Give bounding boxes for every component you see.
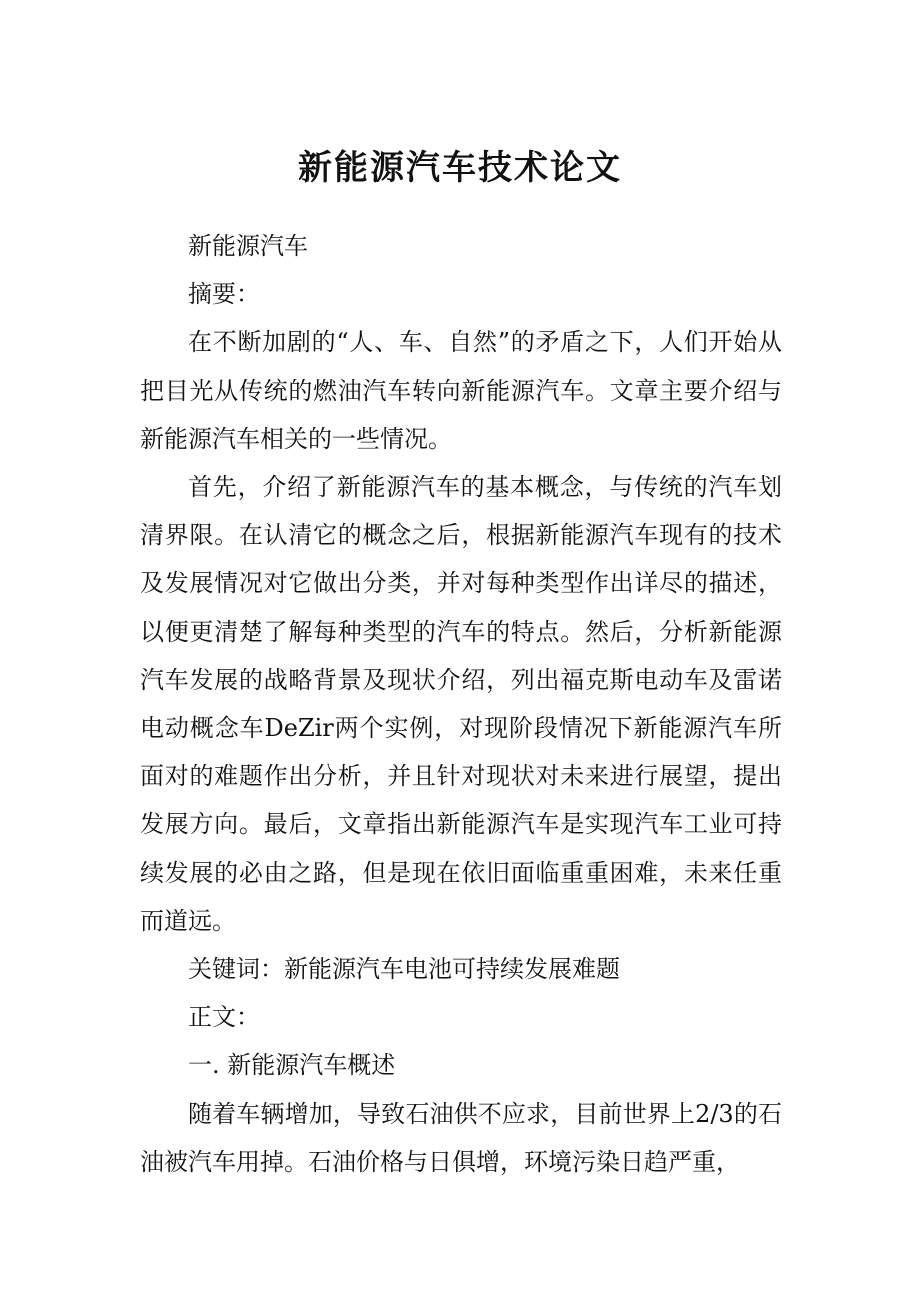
body-heading: 正文：: [188, 1003, 260, 1032]
document-body: [140, 222, 782, 1186]
body-paragraph: 随着车辆增加，导致石油供不应求，目前世界上2/3的石油被汽车用掉。石油价格与日俱增，环境污染日趋严重，: [140, 1099, 782, 1176]
document-title: 新能源汽车技术论文: [298, 148, 622, 188]
subtitle-paragraph: 新能源汽车: [188, 232, 308, 260]
keywords-paragraph: 关键词：新能源汽车电池可持续发展难题: [188, 955, 620, 984]
abstract-paragraph-2: 首先，介绍了新能源汽车的基本概念，与传统的汽车划清界限。在认清它的概念之后，根据新能源汽车现有的技术及发展情况对它做出分类，并对每种类型作出详尽的描述，以便更清楚了解每种类型的汽车的特点。然后，分析新能源汽车发展的战略背景及现状介绍，列出福克斯电动车及雷诺电动概念车DeZir两个实例，对现阶段情况下新能源汽车所面对的难题作出分析，并且针对现状对未来进行展望，提出发展方向。最后，文章指出新能源汽车是实现汽车工业可持续发展的必由之路，但是现在依旧面临重重困难，未来任重而道远。: [140, 473, 782, 935]
section-heading: 一. 新能源汽车概述: [188, 1051, 396, 1080]
abstract-heading: 摘要：: [188, 280, 260, 309]
abstract-paragraph-1: 在不断加剧的“人、车、自然”的矛盾之下，人们开始从把目光从传统的燃油汽车转向新能源汽车。文章主要介绍与新能源汽车相关的一些情况。: [140, 328, 782, 453]
